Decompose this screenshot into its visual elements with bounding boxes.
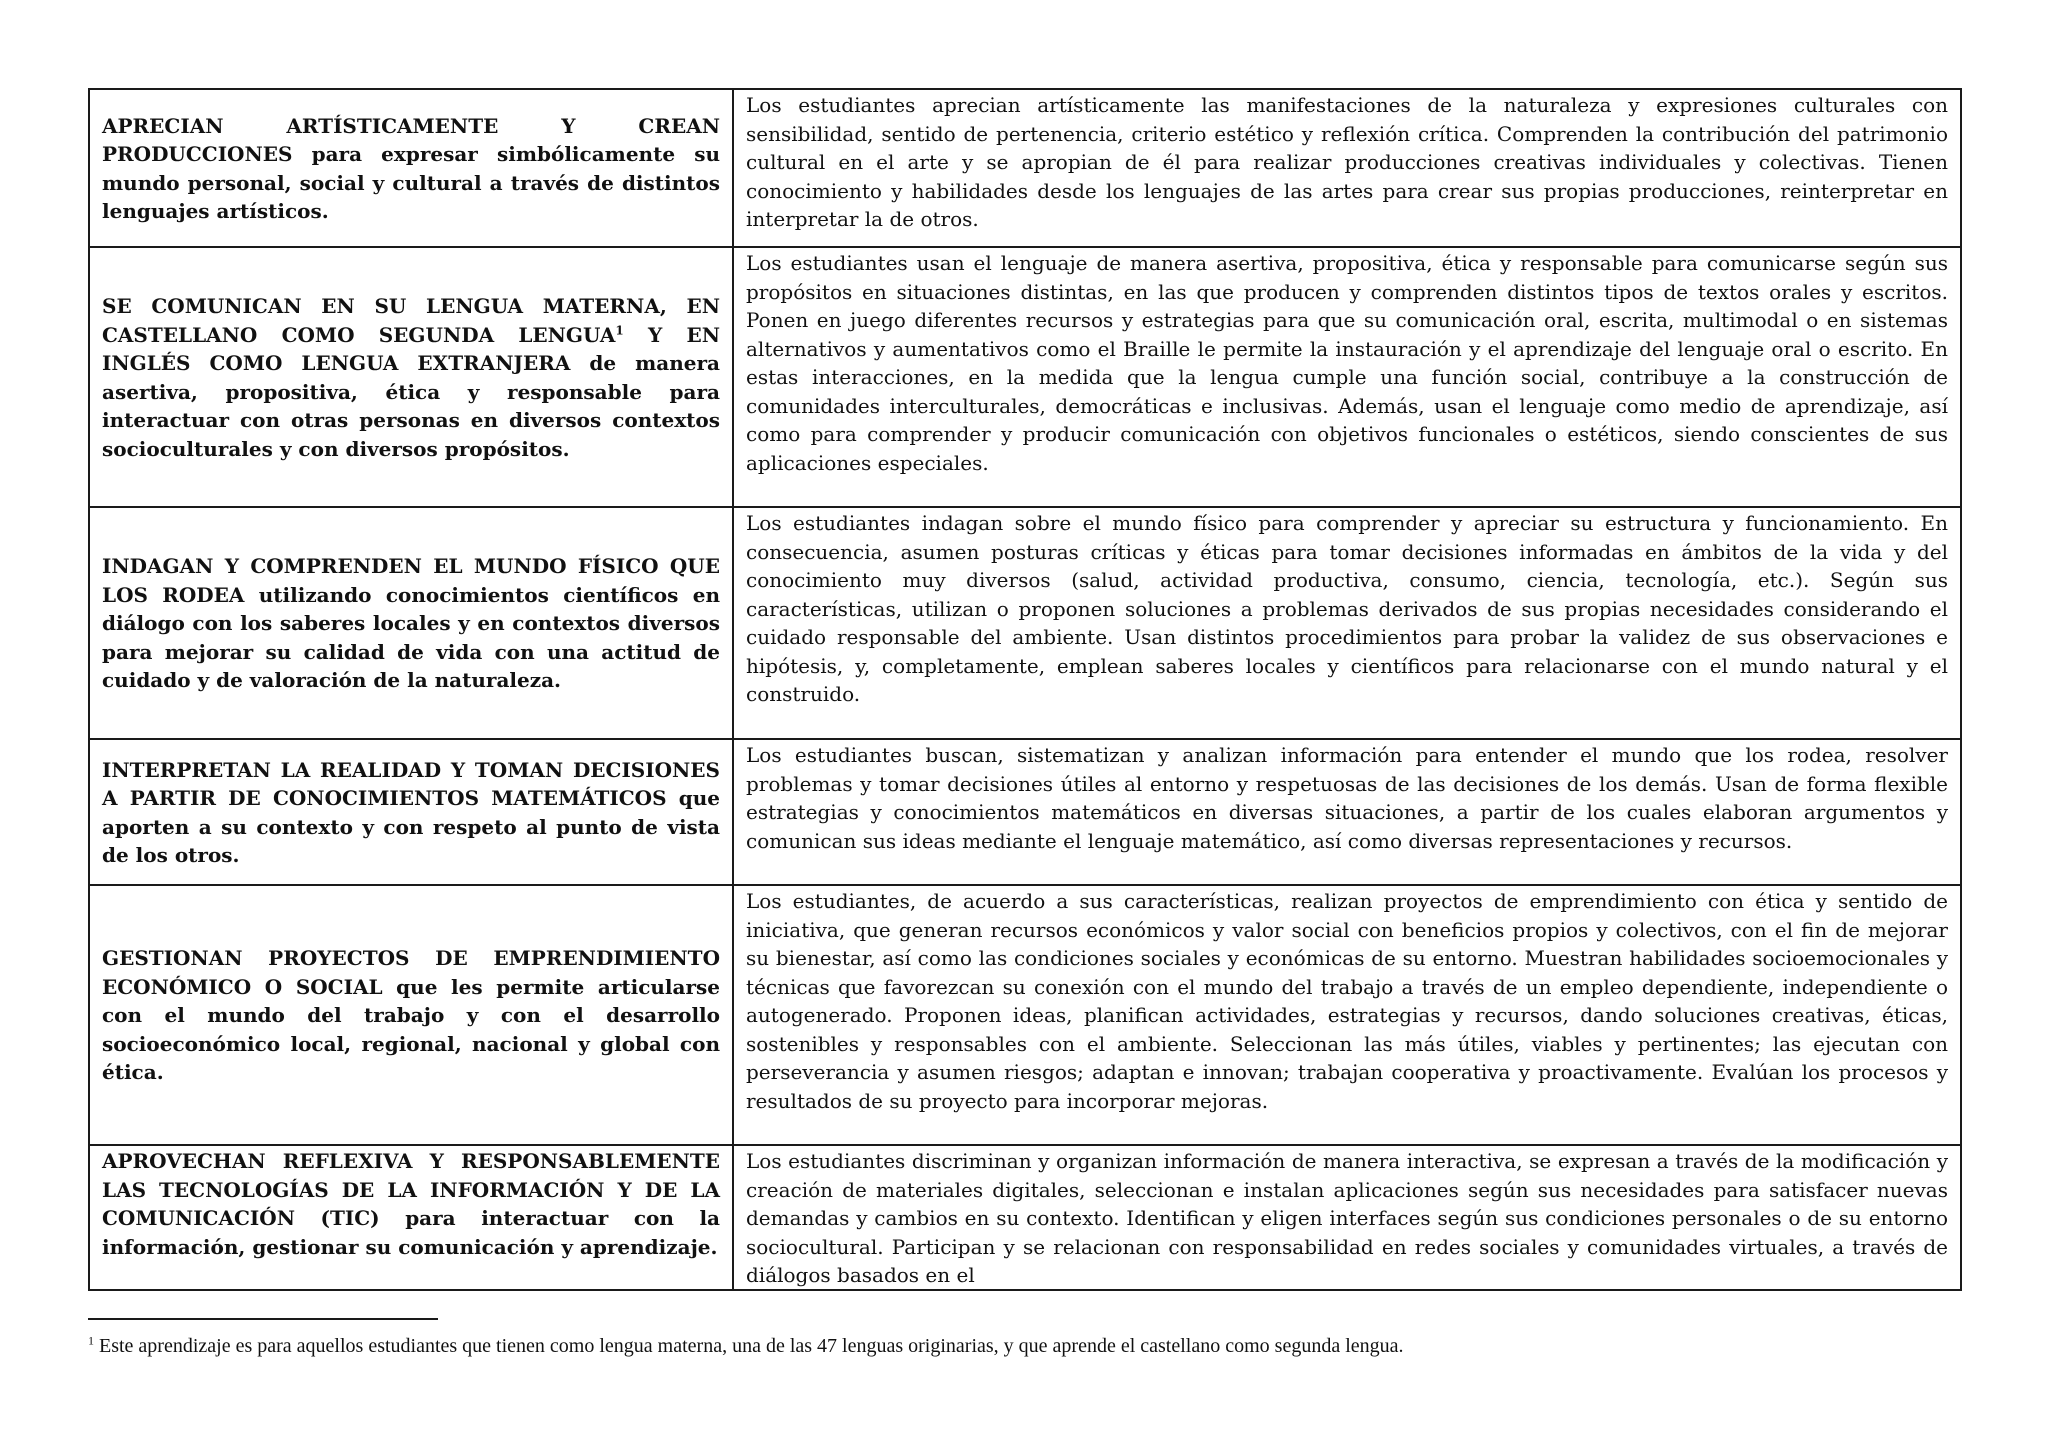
competency-title-continuation: utilizando conocimientos científicos en diálogo con los saberes locales y en contextos diversos para mejorar su calidad de vida con una actitud de cuidado y de valoración de la naturaleza. bbox=[102, 582, 721, 693]
table-row bbox=[89, 1145, 1961, 1290]
competency-title: GESTIONAN PROYECTOS DE EMPRENDIMIENTO ECONÓMICO O SOCIAL bbox=[102, 946, 720, 999]
competency-title-continuation: de manera asertiva, propositiva, ética y responsable para interactuar con otras personas en diversos contextos socioculturales y con diversos propósitos. bbox=[102, 351, 720, 461]
footnote-separator bbox=[88, 1318, 438, 1320]
competency-title-cell bbox=[89, 89, 733, 247]
competency-title-continuation: para interactuar con la información, gestionar su comunicación y aprendizaje. bbox=[102, 1206, 720, 1259]
footnote-mark: 1 bbox=[88, 1333, 94, 1348]
table-row bbox=[89, 739, 1961, 885]
competency-title-continuation: que les permite articularse con el mundo del trabajo y con el desarrollo socioeconómico local, regional, nacional y global con ética. bbox=[102, 974, 720, 1085]
competency-title: INTERPRETAN LA REALIDAD Y TOMAN DECISIONES A PARTIR DE CONOCIMIENTOS MATEMÁTICOS bbox=[102, 757, 720, 810]
table-row bbox=[89, 247, 1961, 507]
competency-description: Los estudiantes buscan, sistematizan y analizan información para entender el mundo que los rodea, resolver problemas y tomar decisiones útiles al entorno y respetuosas de las decisiones de los demás. Usan de forma flexible estrategias y conocimientos matemáticos en diversas situaciones, a partir de los cuales elaboran argumentos y comunican sus ideas mediante el lenguaje matemático, así como diversas representaciones y recursos. bbox=[746, 743, 1948, 853]
competency-title-cell bbox=[89, 247, 733, 507]
competency-description: Los estudiantes indagan sobre el mundo físico para comprender y apreciar su estructura y funcionamiento. En consecuencia, asumen posturas críticas y éticas para tomar decisiones informadas en ámbitos de la vida y del conocimiento muy diversos (salud, actividad productiva, consumo, ciencia, tecnología, etc.). Según sus características, utilizan o proponen soluciones a problemas derivados de sus propias necesidades considerando el cuidado responsable del ambiente. Usan distintos procedimientos para probar la validez de sus observaciones e hipótesis, y, completamente, emplean saberes locales y científicos para relacionarse con el mundo natural y el construido. bbox=[746, 511, 1948, 706]
footnote bbox=[88, 1334, 1404, 1358]
competencies-table bbox=[88, 88, 1962, 1291]
table-row bbox=[89, 507, 1961, 739]
competency-title: APRECIAN ARTÍSTICAMENTE Y CREAN PRODUCCIONES bbox=[102, 113, 720, 166]
competency-title-cell bbox=[89, 1145, 733, 1290]
competency-title: SE COMUNICAN EN SU LENGUA MATERNA, EN CASTELLANO COMO SEGUNDA LENGUA bbox=[102, 294, 720, 347]
competency-title-part-b: Y EN INGLÉS COMO LENGUA EXTRANJERA bbox=[102, 322, 720, 375]
competency-description-cell bbox=[733, 885, 1961, 1145]
competency-title-cell bbox=[89, 507, 733, 739]
competency-description-cell bbox=[733, 507, 1961, 739]
competency-description-cell bbox=[733, 247, 1961, 507]
footnote-text: Este aprendizaje es para aquellos estudiantes que tienen como lengua materna, una de las 47 lenguas originarias, y que aprende el castellano como segunda lengua. bbox=[94, 1335, 1404, 1357]
competency-title-cell bbox=[89, 885, 733, 1145]
footnote-reference: 1 bbox=[615, 322, 624, 337]
competency-description: Los estudiantes usan el lenguaje de manera asertiva, propositiva, ética y responsable para comunicarse según sus propósitos en situaciones distintas, en las que producen y comprenden distintos tipos de textos orales y escritos. Ponen en juego diferentes recursos y estrategias para que su comunicación oral, escrita, multimodal o en sistemas alternativos y aumentativos como el Braille le permite la instauración y el aprendizaje del lenguaje oral o escrito. En estas interacciones, en la medida que la lengua cumple una función social, contribuye a la construcción de comunidades interculturales, democráticas e inclusivas. Además, usan el lenguaje como medio de aprendizaje, así como para comprender y producir comunicación con objetivos funcionales o estéticos, siendo conscientes de sus aplicaciones especiales. bbox=[746, 251, 1948, 475]
competency-title-cell bbox=[89, 739, 733, 885]
competency-title-continuation: que aporten a su contexto y con respeto al punto de vista de los otros. bbox=[102, 786, 721, 867]
competency-description: Los estudiantes, de acuerdo a sus características, realizan proyectos de emprendimiento con ética y sentido de iniciativa, que generan recursos económicos y valor social con beneficios propios y colectivos, con el fin de mejorar su bienestar, así como las condiciones sociales y económicas de su entorno. Muestran habilidades socioemocionales y técnicas que favorezcan su conexión con el mundo del trabajo a través de un empleo dependiente, independiente o autogenerado. Proponen ideas, planifican actividades, estrategias y recursos, dando soluciones creativas, éticas, sostenibles y responsables con el ambiente. Seleccionan las más útiles, viables y pertinentes; las ejecutan con perseverancia y asumen riesgos; adaptan e innovan; trabajan cooperativa y proactivamente. Evalúan los procesos y resultados de su proyecto para incorporar mejoras. bbox=[746, 889, 1948, 1113]
competency-title: APROVECHAN REFLEXIVA Y RESPONSABLEMENTE LAS TECNOLOGÍAS DE LA INFORMACIÓN Y DE LA COMUNICACIÓN (TIC) bbox=[102, 1149, 720, 1230]
competency-title: INDAGAN Y COMPRENDEN EL MUNDO FÍSICO QUE LOS RODEA bbox=[102, 554, 720, 607]
competency-description: Los estudiantes discriminan y organizan información de manera interactiva, se expresan a través de la modificación y creación de materiales digitales, seleccionan e instalan aplicaciones según sus necesidades para satisfacer nuevas demandas y cambios en su contexto. Identifican y eligen interfaces según sus condiciones personales o de su entorno sociocultural. Participan y se relacionan con responsabilidad en redes sociales y comunidades virtuales, a través de diálogos basados en el bbox=[746, 1149, 1948, 1287]
table-row bbox=[89, 89, 1961, 247]
competency-description-cell bbox=[733, 89, 1961, 247]
table-row bbox=[89, 885, 1961, 1145]
competency-title-continuation: para expresar simbólicamente su mundo personal, social y cultural a través de distintos lenguajes artísticos. bbox=[102, 142, 720, 223]
competency-description-cell bbox=[733, 739, 1961, 885]
competency-description: Los estudiantes aprecian artísticamente las manifestaciones de la naturaleza y expresiones culturales con sensibilidad, sentido de pertenencia, criterio estético y reflexión crítica. Comprenden la contribución del patrimonio cultural en el arte y se apropian de él para realizar producciones creativas individuales y colectivas. Tienen conocimiento y habilidades desde los lenguajes de las artes para crear sus propias producciones, reinterpretar en interpretar la de otros. bbox=[746, 93, 1948, 231]
competency-description-cell bbox=[733, 1145, 1961, 1290]
